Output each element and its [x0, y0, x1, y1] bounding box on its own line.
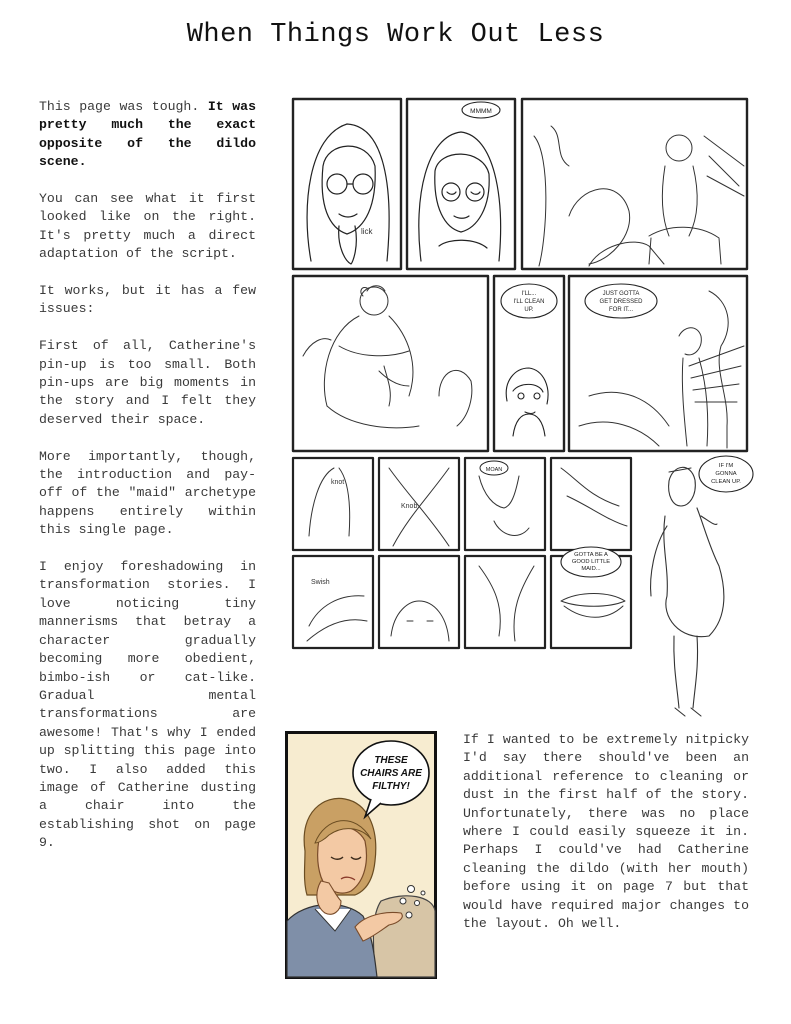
chair-shape — [373, 896, 435, 977]
bubble-text: GONNA — [715, 471, 737, 477]
page-title: When Things Work Out Less — [186, 20, 605, 50]
bubble-text: FOR IT... — [609, 307, 633, 313]
bubble-text: UP. — [524, 307, 534, 313]
bubble-text: MAID... — [581, 566, 601, 572]
bubble-text: GOOD LITTLE — [571, 559, 611, 565]
essay-paragraph: First of all, Catherine's pin-up is too small. Both pin-ups are big moments in the story and I felt they deserved their space. — [39, 338, 256, 427]
sketch-figures-scene — [303, 286, 472, 428]
bubble-text: GOTTA BE A — [574, 552, 608, 558]
color-bubble-text: FILTHY! — [372, 781, 410, 792]
sketch-panel — [522, 99, 747, 269]
bubble-text: I'LL CLEAN — [513, 299, 545, 305]
color-bubble-text: THESE — [374, 755, 408, 766]
bubble-text: MOAN — [485, 467, 503, 473]
sketch-maid-figure — [651, 467, 724, 716]
essay-paragraph-intro — [39, 98, 256, 172]
sfx-knot: knot — [331, 479, 345, 486]
bubble-text: CLEAN UP. — [711, 479, 741, 485]
bubble-text: MMMM — [470, 108, 492, 115]
sketch-detail-panels — [309, 468, 627, 546]
sketch-small-face — [506, 368, 548, 436]
sketch-panel — [465, 556, 545, 648]
essay-paragraph: I enjoy foreshadowing in transformation stories. I love noticing tiny mannerisms that betray a character gradually becoming more obedient, bimbo-ish or cat-like. Gradual mental transformations are awesome! That's why I ended up splitting this page into two. I also added this image of Catherine dusting a chair into the establishing shot on page 9. — [39, 559, 256, 851]
bubble-text: GET DRESSED — [599, 299, 643, 305]
sketch-panel — [551, 458, 631, 550]
sfx-knob: Knob — [401, 503, 418, 510]
sketch-face-glasses — [307, 124, 389, 264]
color-bubble-text: CHAIRS ARE — [360, 768, 422, 779]
bubble-text: IF I'M — [718, 463, 734, 469]
sfx-swish: Swish — [311, 579, 330, 586]
essay-right-column — [463, 731, 749, 933]
sfx-lick: lick — [361, 227, 373, 236]
essay-paragraph: More importantly, though, the introduction and pay-off of the "maid" archetype happens entirely within this single page. — [39, 448, 256, 538]
sketch-face-eyes-closed — [419, 132, 501, 261]
sketch-comic-page — [289, 96, 759, 726]
sketch-panel — [379, 458, 459, 550]
essay-left-column — [39, 98, 256, 853]
color-panel — [285, 731, 437, 979]
essay-intro-strong: It was pretty much the exact opposite of the dildo scene. — [39, 99, 256, 170]
bubble-text: I'LL... — [521, 291, 537, 297]
essay-paragraph: You can see what it first looked like on the right. It's pretty much a direct adaptation of the script. — [39, 191, 256, 262]
sketch-panel — [293, 458, 373, 550]
essay-intro-plain: This page was tough. — [39, 99, 200, 114]
bubble-text: JUST GOTTA — [602, 291, 640, 297]
essay-paragraph: If I wanted to be extremely nitpicky I'd say there should've been an additional reference to cleaning or dust in the first half of the story. Unfortunately, there was no place where I could easily squeeze it in. Perhaps I could've had Catherine cleaning the dildo (with her mouth) before using it on page 7 but that would have required major changes to the layout. Oh well. — [463, 732, 749, 932]
essay-paragraph: It works, but it has a few issues: — [39, 283, 256, 317]
sketch-wide-scene — [534, 126, 744, 266]
